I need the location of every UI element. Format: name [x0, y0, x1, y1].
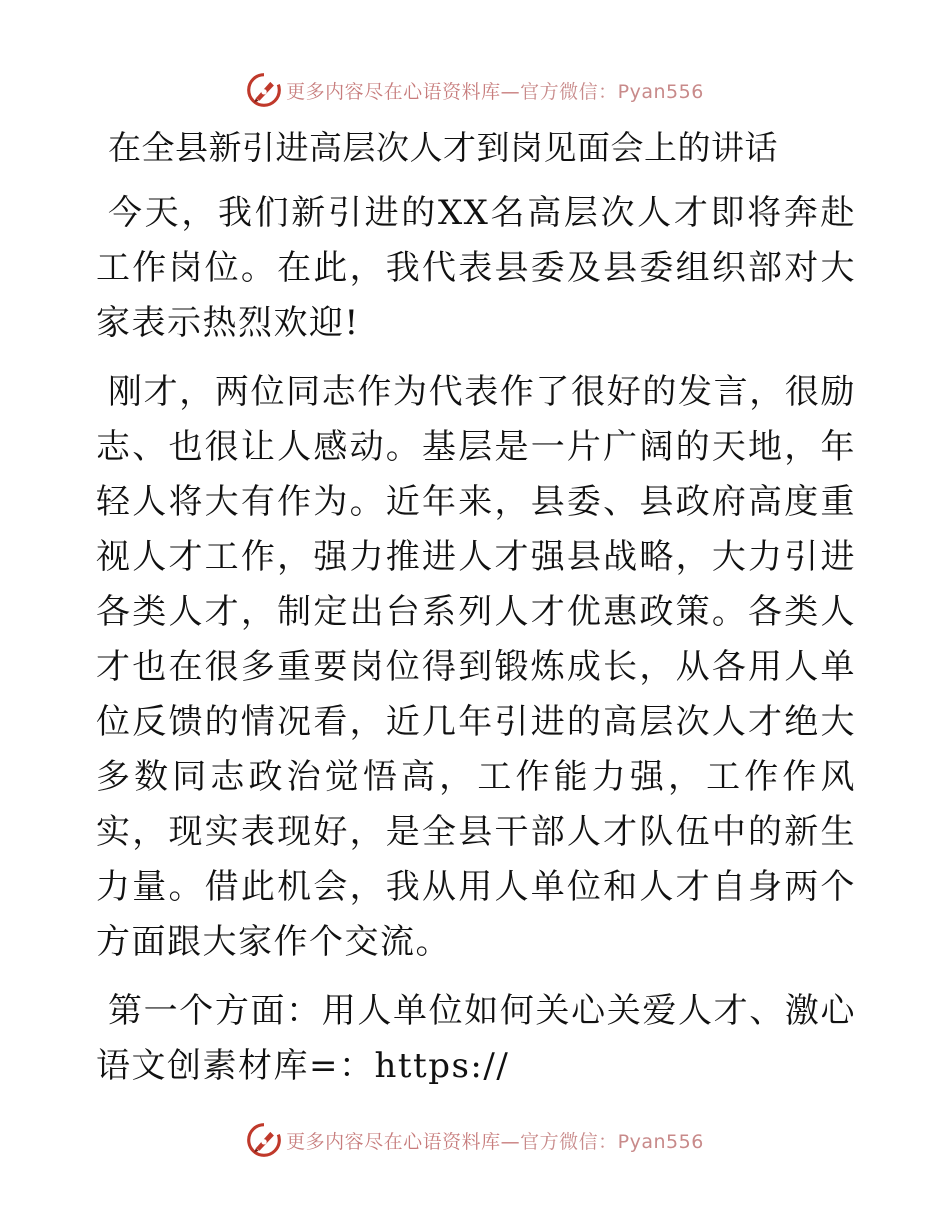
banner-dash: — — [500, 80, 521, 103]
footer-banner — [0, 1118, 950, 1162]
pen-logo-icon — [246, 72, 282, 108]
document-title: 在全县新引进高层次人才到岗见面会上的讲话 — [108, 128, 778, 167]
paragraph-2: 刚才，两位同志作为代表作了很好的发言，很励志、也很让人感动。基层是一片广阔的天地，年轻人将大有作为。近年来，县委、县政府高度重视人才工作，强力推进人才强县战略，大力引进各类人才，制定出台系列人才优惠政策。各类人才也在很多重要岗位得到锻炼成长，从各用人单位反馈的情况看，近几年引进的高层次人才绝大多数同志政治觉悟高，工作能力强，工作作风实，现实表现好，是全县干部人才队伍中的新生力量。借此机会，我从用人单位和人才自身两个方面跟大家作个交流。 — [96, 372, 856, 962]
banner-dash: — — [500, 1130, 521, 1153]
banner-text — [286, 77, 704, 104]
banner-site-text: 更多内容尽在心语资料库 — [286, 1130, 501, 1153]
paragraph-3: 第一个方面：用人单位如何关心关爱人才、激心语文创素材库=：https:// — [96, 991, 856, 1086]
document-body — [96, 124, 856, 1094]
banner-wechat-text: 官方微信：Pyan556 — [520, 1130, 704, 1153]
pen-logo-icon — [246, 1122, 282, 1158]
banner-text — [286, 1127, 704, 1154]
banner-wechat-text: 官方微信：Pyan556 — [520, 80, 704, 103]
header-banner — [0, 68, 950, 112]
banner-site-text: 更多内容尽在心语资料库 — [286, 80, 501, 103]
paragraph-1: 今天，我们新引进的XX名高层次人才即将奔赴工作岗位。在此，我代表县委及县委组织部对大家表示热烈欢迎! — [96, 193, 856, 343]
